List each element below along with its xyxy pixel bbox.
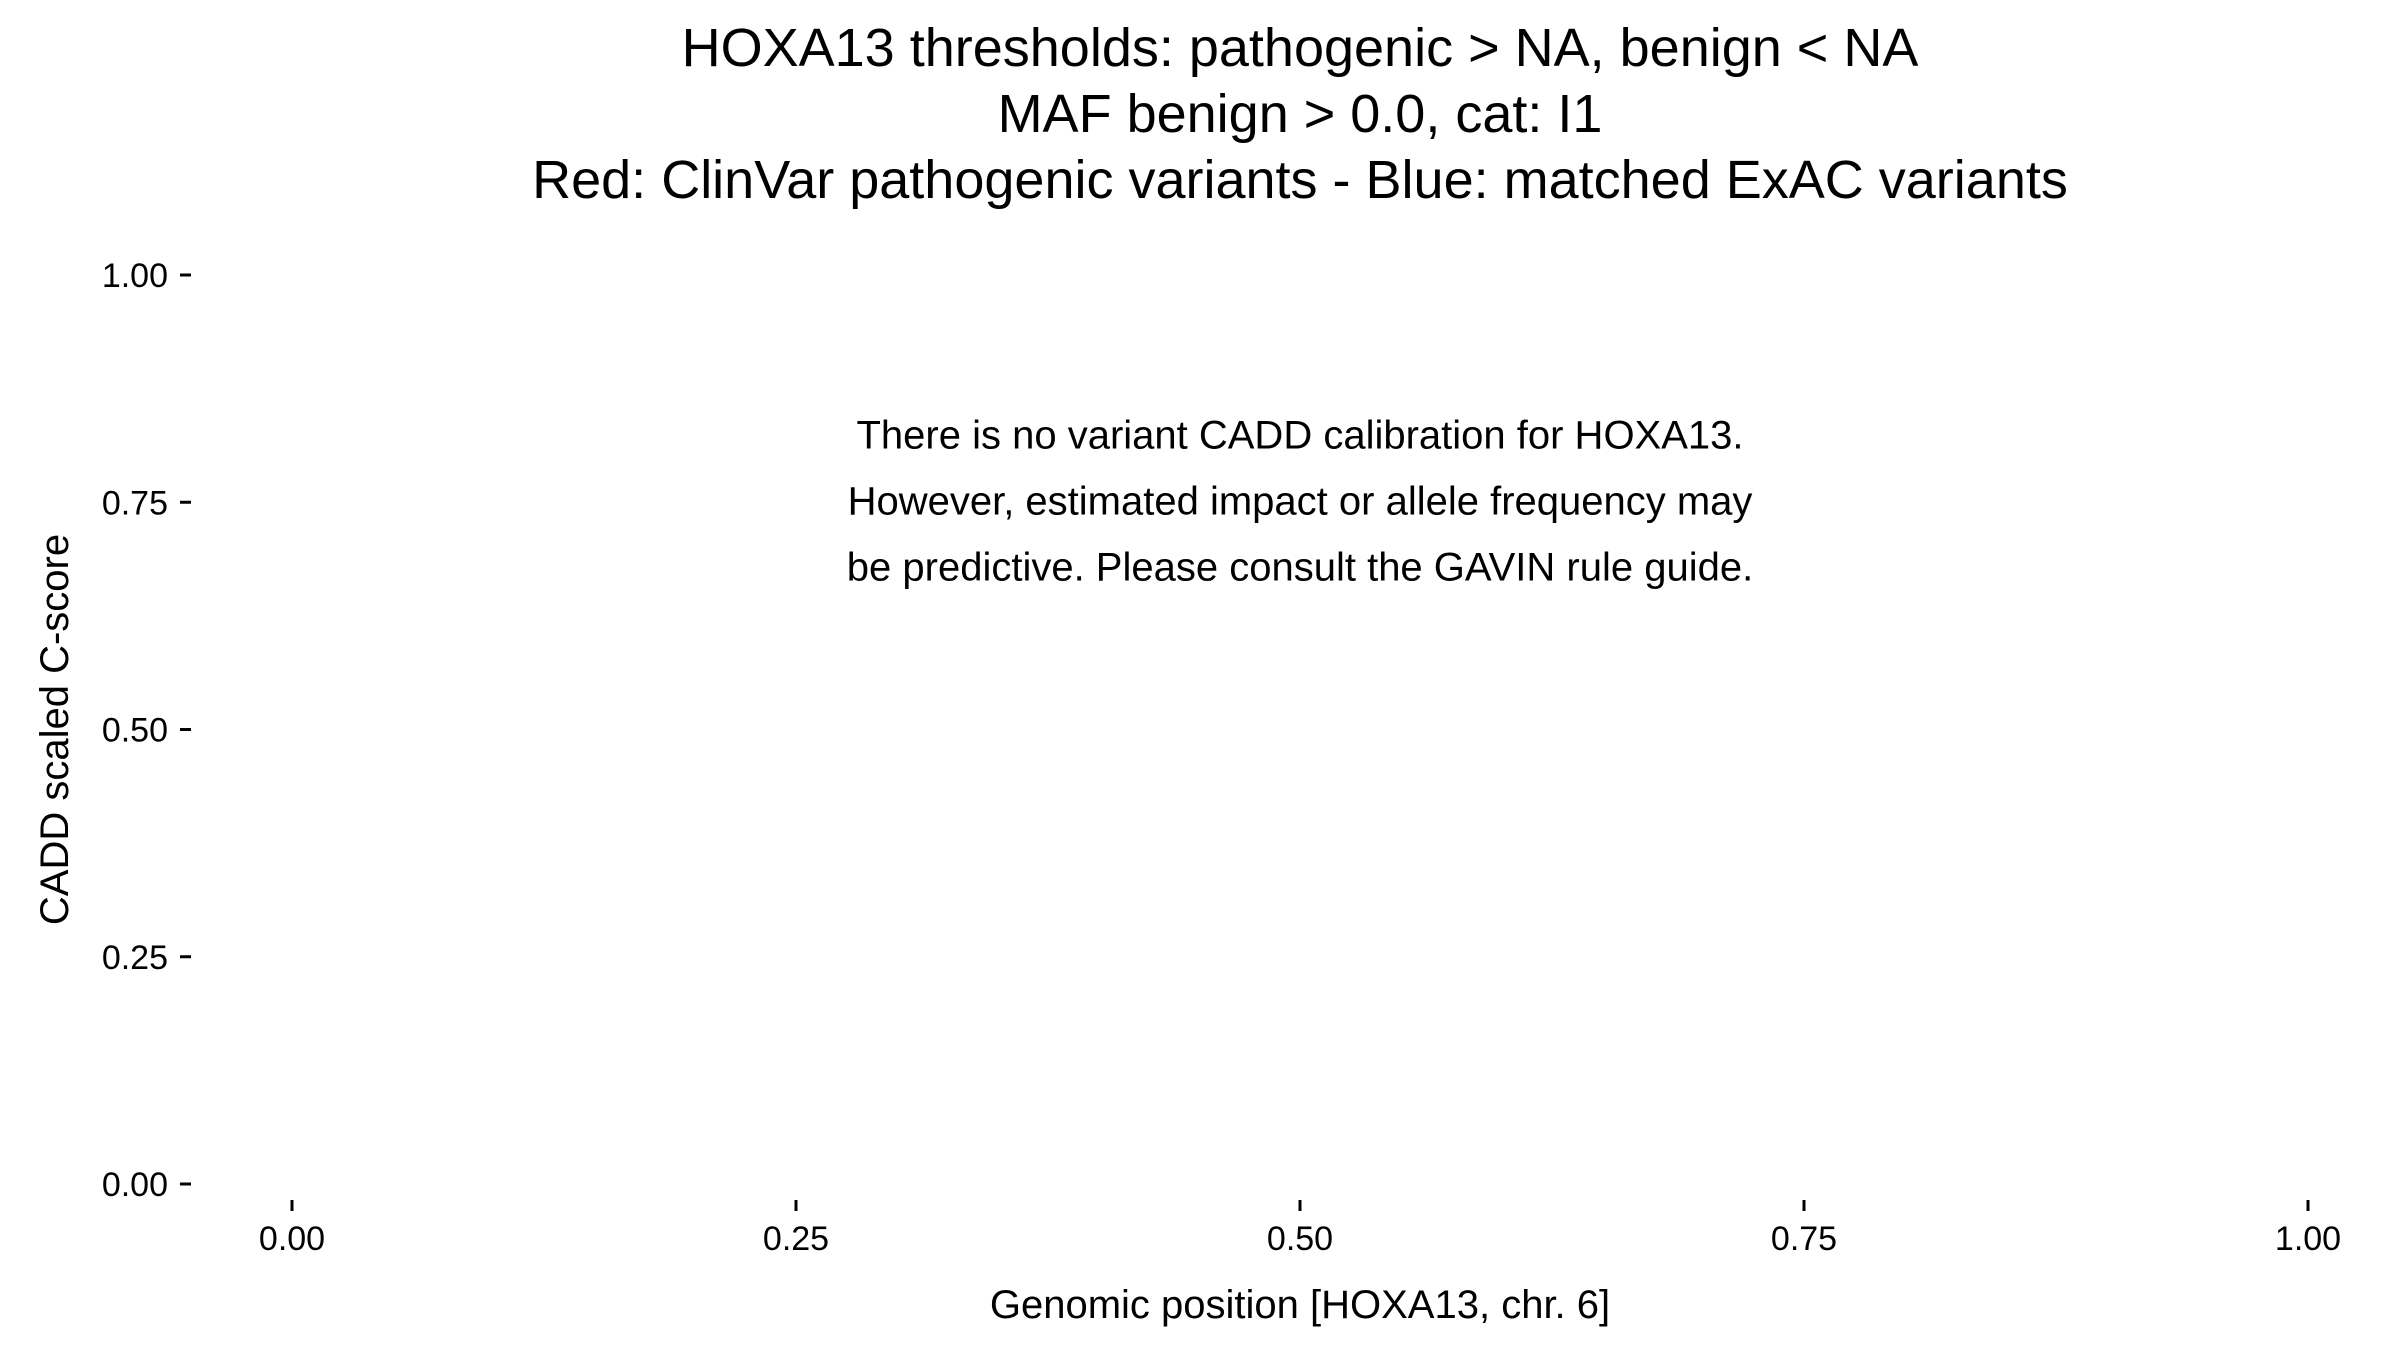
x-axis-label: Genomic position [HOXA13, chr. 6] bbox=[989, 1283, 1611, 1327]
y-axis-label: CADD scaled C-score bbox=[33, 533, 77, 926]
annotation bbox=[847, 413, 1753, 589]
annotation-line: be predictive. Please consult the GAVIN rule guide. bbox=[846, 545, 1754, 590]
annotation-line: However, estimated impact or allele frequency may bbox=[847, 479, 1753, 524]
x-tick-label: 0.50 bbox=[1266, 1220, 1334, 1258]
annotation-line: There is no variant CADD calibration for HOXA13. bbox=[856, 413, 1744, 458]
y-tick-label: 0.75 bbox=[101, 484, 168, 523]
chart-title bbox=[532, 18, 2068, 210]
x-tick-label: 1.00 bbox=[2274, 1220, 2342, 1258]
y-tick-label: 0.00 bbox=[101, 1166, 168, 1204]
x-axis bbox=[259, 1200, 2341, 1258]
x-tick-label: 0.25 bbox=[762, 1220, 830, 1258]
chart-title-line: HOXA13 thresholds: pathogenic > NA, benign < NA bbox=[681, 18, 1919, 78]
y-tick-label: 0.25 bbox=[101, 938, 168, 977]
chart-title-line: Red: ClinVar pathogenic variants - Blue: matched ExAC variants bbox=[532, 150, 2068, 210]
x-tick-label: 0.00 bbox=[258, 1220, 326, 1258]
y-axis bbox=[102, 257, 191, 1204]
y-tick-label: 1.00 bbox=[101, 257, 168, 295]
y-tick-label: 0.50 bbox=[101, 711, 168, 750]
chart-title-line: MAF benign > 0.0, cat: I1 bbox=[997, 84, 1603, 144]
x-tick-label: 0.75 bbox=[1770, 1220, 1838, 1258]
